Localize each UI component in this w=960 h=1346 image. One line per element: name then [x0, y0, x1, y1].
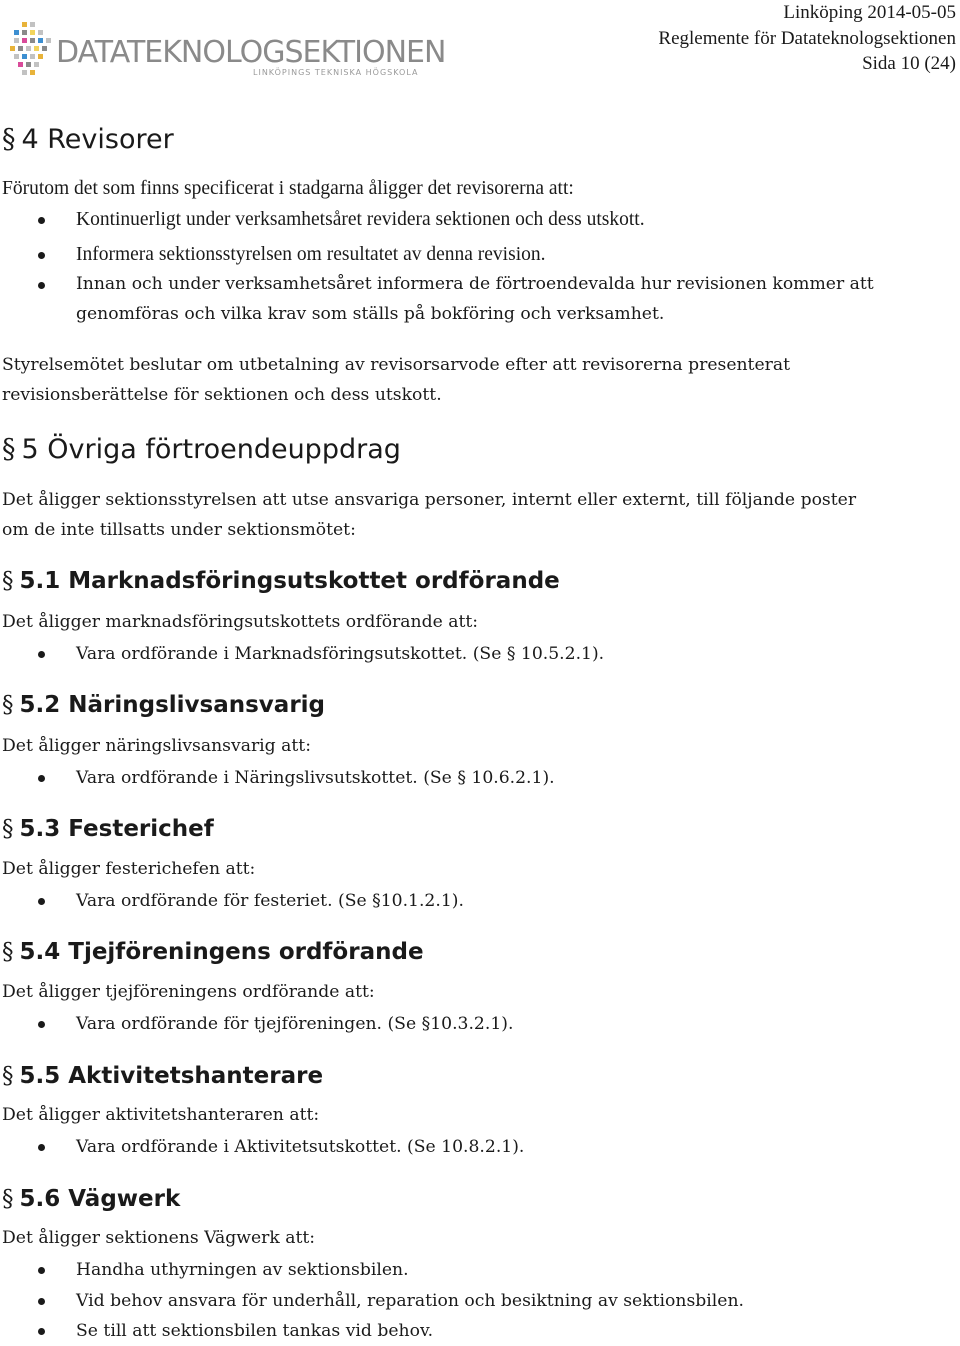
heading-text: 5.4 Tjejföreningens ordförande [19, 939, 424, 965]
s52-bullet [76, 763, 555, 793]
heading-text: 5.6 Vägwerk [19, 1186, 181, 1212]
section-symbol: § [2, 692, 14, 718]
section-symbol: § [2, 434, 16, 465]
bullet-dot [38, 898, 45, 905]
s4-para-line-1: Styrelsemötet beslutar om utbetalning av revisorsarvode efter att revisorerna presenterat [2, 355, 791, 375]
bullet-dot [38, 775, 45, 782]
heading-text: 5.2 Näringslivsansvarig [19, 692, 326, 718]
header-page-number: Sida 10 (24) [862, 53, 956, 74]
s56-bullet-3: Se till att sektionsbilen tankas vid behov. [76, 1321, 434, 1341]
s52-intro: Det åligger näringslivsansvarig att: [2, 736, 311, 756]
bullet-dot [38, 1144, 45, 1151]
heading-text: 5.3 Festerichef [19, 816, 214, 842]
section-logo [8, 18, 448, 88]
bullet-dot [38, 1328, 45, 1335]
bullet-text-end: 10.6.2.1). [465, 768, 555, 788]
logo-wordmark: DATATEKNOLOGSEKTIONEN [56, 35, 446, 70]
bullet-dot [38, 1267, 45, 1274]
heading-section-5-2 [2, 692, 325, 718]
s56-intro: Det åligger sektionens Vägwerk att: [2, 1228, 316, 1248]
bullet-dot [38, 651, 45, 658]
s4-bullet-2: Informera sektionsstyrelsen om resultatet av denna revision. [76, 244, 546, 265]
s4-intro: Förutom det som finns specificerat i stadgarna åligger det revisorerna att: [2, 178, 574, 199]
bullet-text-end: 10.1.2.1). [380, 891, 464, 911]
s54-bullet [76, 1009, 513, 1039]
s54-intro: Det åligger tjejföreningens ordförande att: [2, 982, 375, 1002]
bullet-dot [38, 252, 45, 259]
s4-para-line-2: revisionsberättelse för sektionen och dess utskott. [2, 385, 442, 405]
heading-section-5-1 [2, 568, 560, 594]
heading-text: 5.1 Marknadsföringsutskottet ordförande [19, 568, 560, 594]
bullet-text-start: Vara ordförande i Marknadsföringsutskottet. (Se [76, 644, 507, 664]
s4-bullet-3-line-2: genomföras och vilka krav som ställs på bokföring och verksamhet. [76, 304, 665, 324]
section-symbol: § [2, 1186, 14, 1212]
bullet-text-end: 10.3.2.1). [430, 1014, 514, 1034]
heading-section-5-3 [2, 816, 214, 842]
s5-intro-line-2: om de inte tillsatts under sektionsmötet: [2, 520, 356, 540]
s4-bullet-1: Kontinuerligt under verksamhetsåret revidera sektionen och dess utskott. [76, 209, 645, 230]
bullet-text-start: Vara ordförande för festeriet. (Se [76, 891, 373, 911]
bullet-dot [38, 1021, 45, 1028]
section-symbol: § [2, 939, 14, 965]
bullet-text-end: 10.5.2.1). [515, 644, 605, 664]
section-symbol: § [372, 891, 381, 911]
heading-text: 4 Revisorer [21, 124, 174, 155]
s56-bullet-2: Vid behov ansvara för underhåll, reparation och besiktning av sektionsbilen. [76, 1291, 744, 1311]
heading-section-4 [2, 124, 174, 155]
s56-bullet-1: Handha uthyrningen av sektionsbilen. [76, 1260, 409, 1280]
s53-bullet [76, 886, 464, 916]
heading-section-5-5 [2, 1063, 323, 1089]
bullet-dot [38, 282, 45, 289]
s53-intro: Det åligger festerichefen att: [2, 859, 256, 879]
logo-subtitle: LINKÖPINGS TEKNISKA HÖGSKOLA [253, 68, 419, 77]
heading-section-5-4 [2, 939, 424, 965]
section-symbol: § [421, 1014, 431, 1034]
s55-intro: Det åligger aktivitetshanteraren att: [2, 1105, 320, 1125]
bullet-text-start: Vara ordförande i Näringslivsutskottet. (Se [76, 768, 458, 788]
section-symbol: § [457, 768, 466, 788]
section-symbol: § [506, 644, 516, 664]
section-symbol: § [2, 816, 14, 842]
s5-intro-line-1: Det åligger sektionsstyrelsen att utse ansvariga personer, internt eller externt, till följande poster [2, 490, 857, 510]
heading-text: 5.5 Aktivitetshanterare [19, 1063, 324, 1089]
bullet-dot [38, 217, 45, 224]
s51-intro: Det åligger marknadsföringsutskottets ordförande att: [2, 612, 479, 632]
pixel-mosaic-icon [8, 18, 56, 78]
section-symbol: § [2, 1063, 14, 1089]
section-symbol: § [2, 124, 16, 155]
s51-bullet [76, 639, 604, 669]
header-date: Linköping 2014-05-05 [783, 2, 956, 23]
heading-section-5-6 [2, 1186, 180, 1212]
s55-bullet: Vara ordförande i Aktivitetsutskottet. (Se 10.8.2.1). [76, 1137, 525, 1157]
bullet-text-start: Vara ordförande för tjejföreningen. (Se [76, 1014, 422, 1034]
section-symbol: § [2, 568, 14, 594]
bullet-dot [38, 1298, 45, 1305]
header-meta [658, 0, 956, 77]
s4-bullet-3-line-1: Innan och under verksamhetsåret informera de förtroendevalda hur revisionen kommer att [76, 274, 874, 294]
heading-section-5 [2, 434, 401, 465]
header-doc-title: Reglemente för Datateknologsektionen [658, 27, 956, 49]
heading-text: 5 Övriga förtroendeuppdrag [21, 434, 401, 465]
